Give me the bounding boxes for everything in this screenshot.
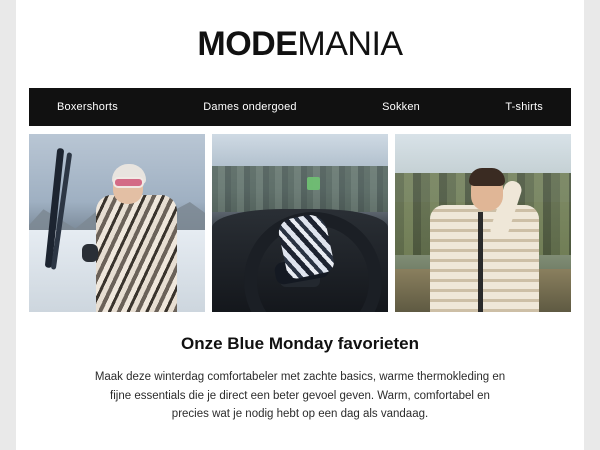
hero-image-nordic-cardigan[interactable] xyxy=(395,134,571,312)
product-image-glove-1[interactable] xyxy=(132,446,188,450)
brand-logo-bold: MODE xyxy=(197,24,298,63)
email-body xyxy=(16,0,584,450)
product-cell-1[interactable] xyxy=(29,446,291,450)
nav-item-sokken[interactable]: Sokken xyxy=(382,101,420,113)
zipper-shape xyxy=(478,212,483,312)
hero-image-gloves-steering-wheel[interactable] xyxy=(212,134,388,312)
product-cell-2[interactable] xyxy=(309,446,571,450)
navigation-bar xyxy=(29,88,571,126)
nav-item-boxershorts[interactable]: Boxershorts xyxy=(57,101,118,113)
leopard-jacket-shape xyxy=(96,195,177,312)
cardigan-shape xyxy=(430,205,539,312)
tree-line-shape xyxy=(212,166,388,212)
road-sign-shape xyxy=(307,177,320,190)
brand-logo xyxy=(197,25,402,64)
goggles-shape xyxy=(113,177,144,188)
hero-image-row xyxy=(29,134,571,312)
glove-shape xyxy=(82,244,98,262)
hero-image-skier[interactable] xyxy=(29,134,205,312)
product-image-row xyxy=(29,446,571,450)
nav-item-tshirts[interactable]: T-shirts xyxy=(505,101,543,113)
section-headline: Onze Blue Monday favorieten xyxy=(180,334,420,353)
nav-item-dames-ondergoed[interactable]: Dames ondergoed xyxy=(203,101,297,113)
product-image-glove-2[interactable] xyxy=(412,446,468,450)
email-header xyxy=(16,0,584,88)
hair-shape xyxy=(469,168,505,186)
section-paragraph: Maak deze winterdag comfortabeler met zachte basics, warme thermokleding en fijne essentials die je direct een beter gevoel geven. Warm, comfortabel en precies wat je nodig hebt op een dag als vandaag. xyxy=(94,371,506,421)
brand-logo-light: MANIA xyxy=(297,24,403,63)
